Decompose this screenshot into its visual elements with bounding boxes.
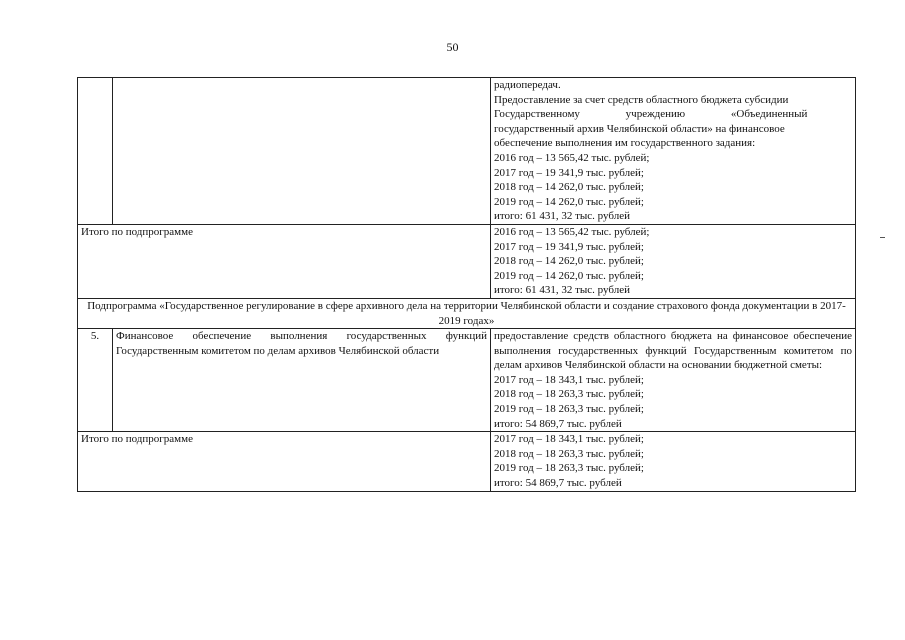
item-number: 5. bbox=[78, 329, 113, 432]
funding-line-2018: 2018 год – 14 262,0 тыс. рублей; bbox=[494, 255, 644, 268]
row-name-cell bbox=[113, 78, 491, 225]
table-row-continuation bbox=[78, 78, 856, 225]
margin-mark bbox=[880, 237, 885, 238]
funding-line-total: итого: 61 431, 32 тыс. рублей bbox=[494, 284, 630, 297]
page-number: 50 bbox=[446, 40, 459, 54]
funding-line-2016: 2016 год – 13 565,42 тыс. рублей; bbox=[494, 225, 650, 238]
funding-line-2017: 2017 год – 18 343,1 тыс. рублей; bbox=[494, 433, 644, 446]
subprogram-total-label: Итого по подпрограмме bbox=[78, 224, 491, 298]
item-description bbox=[491, 329, 856, 432]
funding-line-2018: 2018 год – 18 263,3 тыс. рублей; bbox=[494, 447, 644, 460]
funding-line-total: итого: 54 869,7 тыс. рублей bbox=[494, 477, 622, 490]
description-line: государственный архив Челябинской области» на финансовое bbox=[494, 122, 785, 135]
funding-line-2019: 2019 год – 14 262,0 тыс. рублей; bbox=[494, 195, 644, 208]
item-name: Финансовое обеспечение выполнения государственных функций Государственным комитетом по делам архивов Челябинской области bbox=[113, 329, 491, 432]
description-line: Предоставление за счет средств областного бюджета субсидии bbox=[494, 93, 789, 106]
table-row-item bbox=[78, 329, 856, 432]
description-line: Государственному учреждению «Объединенный bbox=[494, 108, 808, 121]
table-row-subprogram-total bbox=[78, 432, 856, 491]
funding-line-total: итого: 54 869,7 тыс. рублей bbox=[494, 417, 622, 430]
funding-line-2017: 2017 год – 19 341,9 тыс. рублей; bbox=[494, 240, 644, 253]
description-line: обеспечение выполнения им государственного задания: bbox=[494, 137, 756, 150]
program-table bbox=[77, 77, 856, 492]
row-number-cell bbox=[78, 78, 113, 225]
funding-line-2017: 2017 год – 18 343,1 тыс. рублей; bbox=[494, 373, 644, 386]
funding-line-2017: 2017 год – 19 341,9 тыс. рублей; bbox=[494, 166, 644, 179]
subprogram-title: Подпрограмма «Государственное регулирование в сфере архивного дела на территории Челябинской области и создание страхового фонда документации в 2017-2019 годах» bbox=[78, 298, 856, 328]
funding-line-2016: 2016 год – 13 565,42 тыс. рублей; bbox=[494, 151, 650, 164]
funding-line-2018: 2018 год – 18 263,3 тыс. рублей; bbox=[494, 388, 644, 401]
description-line: радиопередач. bbox=[494, 79, 561, 91]
funding-line-2019: 2019 год – 18 263,3 тыс. рублей; bbox=[494, 403, 644, 416]
row-description-cell bbox=[491, 78, 856, 225]
table-row-subprogram-heading bbox=[78, 298, 856, 328]
subprogram-total-values bbox=[491, 432, 856, 491]
funding-line-2018: 2018 год – 14 262,0 тыс. рублей; bbox=[494, 181, 644, 194]
subprogram-total-values bbox=[491, 224, 856, 298]
table-row-subprogram-total bbox=[78, 224, 856, 298]
funding-line-2019: 2019 год – 14 262,0 тыс. рублей; bbox=[494, 269, 644, 282]
subprogram-total-label: Итого по подпрограмме bbox=[78, 432, 491, 491]
funding-line-total: итого: 61 431, 32 тыс. рублей bbox=[494, 210, 630, 223]
item-description-text: предоставление средств областного бюджета на финансовое обеспечение выполнения государственных функций Государственным комитетом по делам архивов Челябинской области на основании бюджетной сметы: bbox=[494, 330, 852, 372]
funding-line-2019: 2019 год – 18 263,3 тыс. рублей; bbox=[494, 462, 644, 475]
